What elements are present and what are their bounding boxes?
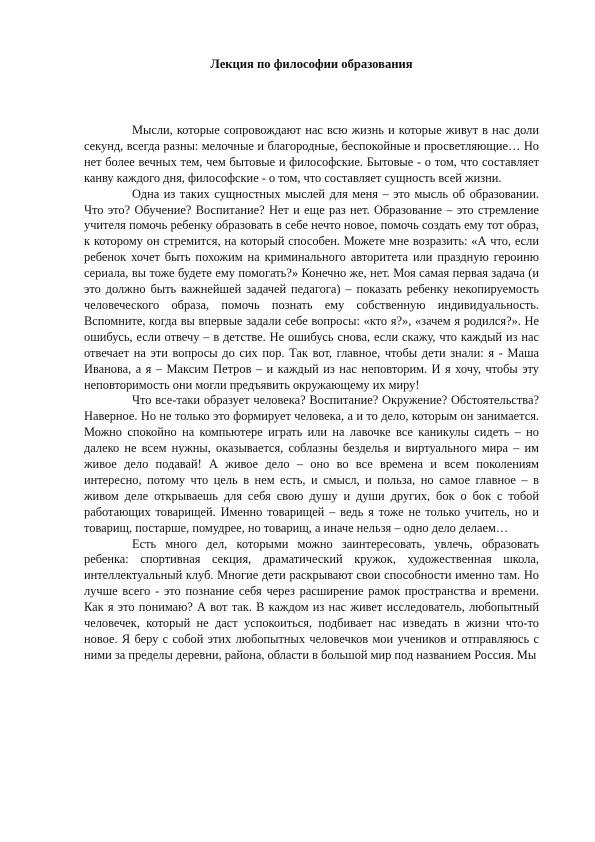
paragraph-4: Есть много дел, которыми можно заинтересовать, увлечь, образовать ребенка: спортивная секция, драматический кружок, художественная школа, интеллектуальный клуб. Многие дети раскрывают свои способности именно там. Но лучше всего - это познание себя через расширение рамок пространства и времени. Как я это понимаю? А вот так. В каждом из нас живет исследователь, любопытный человечек, который не даст успокоиться, подбивает нас изведать в жизни что-то новое. Я беру с собой этих любопытных человечков мои учеников и отправляюсь с ними за пределы деревни, района, области в большой мир под названием Россия. Мы bbox=[84, 536, 539, 662]
paragraph-2: Одна из таких сущностных мыслей для меня – это мысль об образовании. Что это? Обучение? Воспитание? Нет и еще раз нет. Образование – это стремление учителя помочь ребенку образовать в себе нечто новое, помочь создать ему тот образ, к которому он стремится, на который способен. Можете мне возразить: «А что, если ребенок хочет быть похожим на криминального авторитета или праздную героиню сериала, вы тоже будете ему помогать?» Конечно же, нет. Моя самая первая задача (и это должно быть важнейшей задачей педагога) – показать ребенку некопируемость человеческого образа, помочь познать ему собственную индивидуальность. Вспомните, когда вы впервые задали себе вопросы: «кто я?», «зачем я родился?». Не ошибусь, если отвечу – в детстве. Не ошибусь снова, если скажу, что каждый из нас отвечает на эти вопросы до сих пор. Так вот, главное, чтобы дети знали: я - Маша Иванова, а я – Максим Петров – и каждый из нас неповторим. И я хочу, чтобы эту неповторимость они могли предъявить окружающему их миру! bbox=[84, 186, 539, 392]
paragraph-3: Что все-таки образует человека? Воспитание? Окружение? Обстоятельства? Наверное. Но не только это формирует человека, а и то дело, которым он занимается. Можно спокойно на компьютере играть или на лавочке все каникулы сидеть – но далеко не всем нужны, оказывается, соблазны безделья и виртуального мира – им живое дело подавай! А живое дело – оно во все времена и всем поколениям интересно, потому что цель в нем есть, и смысл, и польза, но самое главное – в живом деле открываешь для себя свою душу и души других, бок о бок с тобой работающих товарищей. Именно товарищей – ведь я тоже не только учитель, но и товарищ, постарше, помудрее, но товарищ, а иначе нельзя – одно дело делаем… bbox=[84, 393, 539, 535]
paragraph-1: Мысли, которые сопровождают нас всю жизнь и которые живут в нас доли секунд, всегда разны: мелочные и благородные, беспокойные и просветляющие… Но нет более вечных тем, чем бытовые и философские. Бытовые - о том, что составляет канву каждого дня, философские - о том, что составляет сущность всей жизни. bbox=[84, 123, 539, 185]
document-title: Лекция по философии образования bbox=[210, 57, 413, 71]
